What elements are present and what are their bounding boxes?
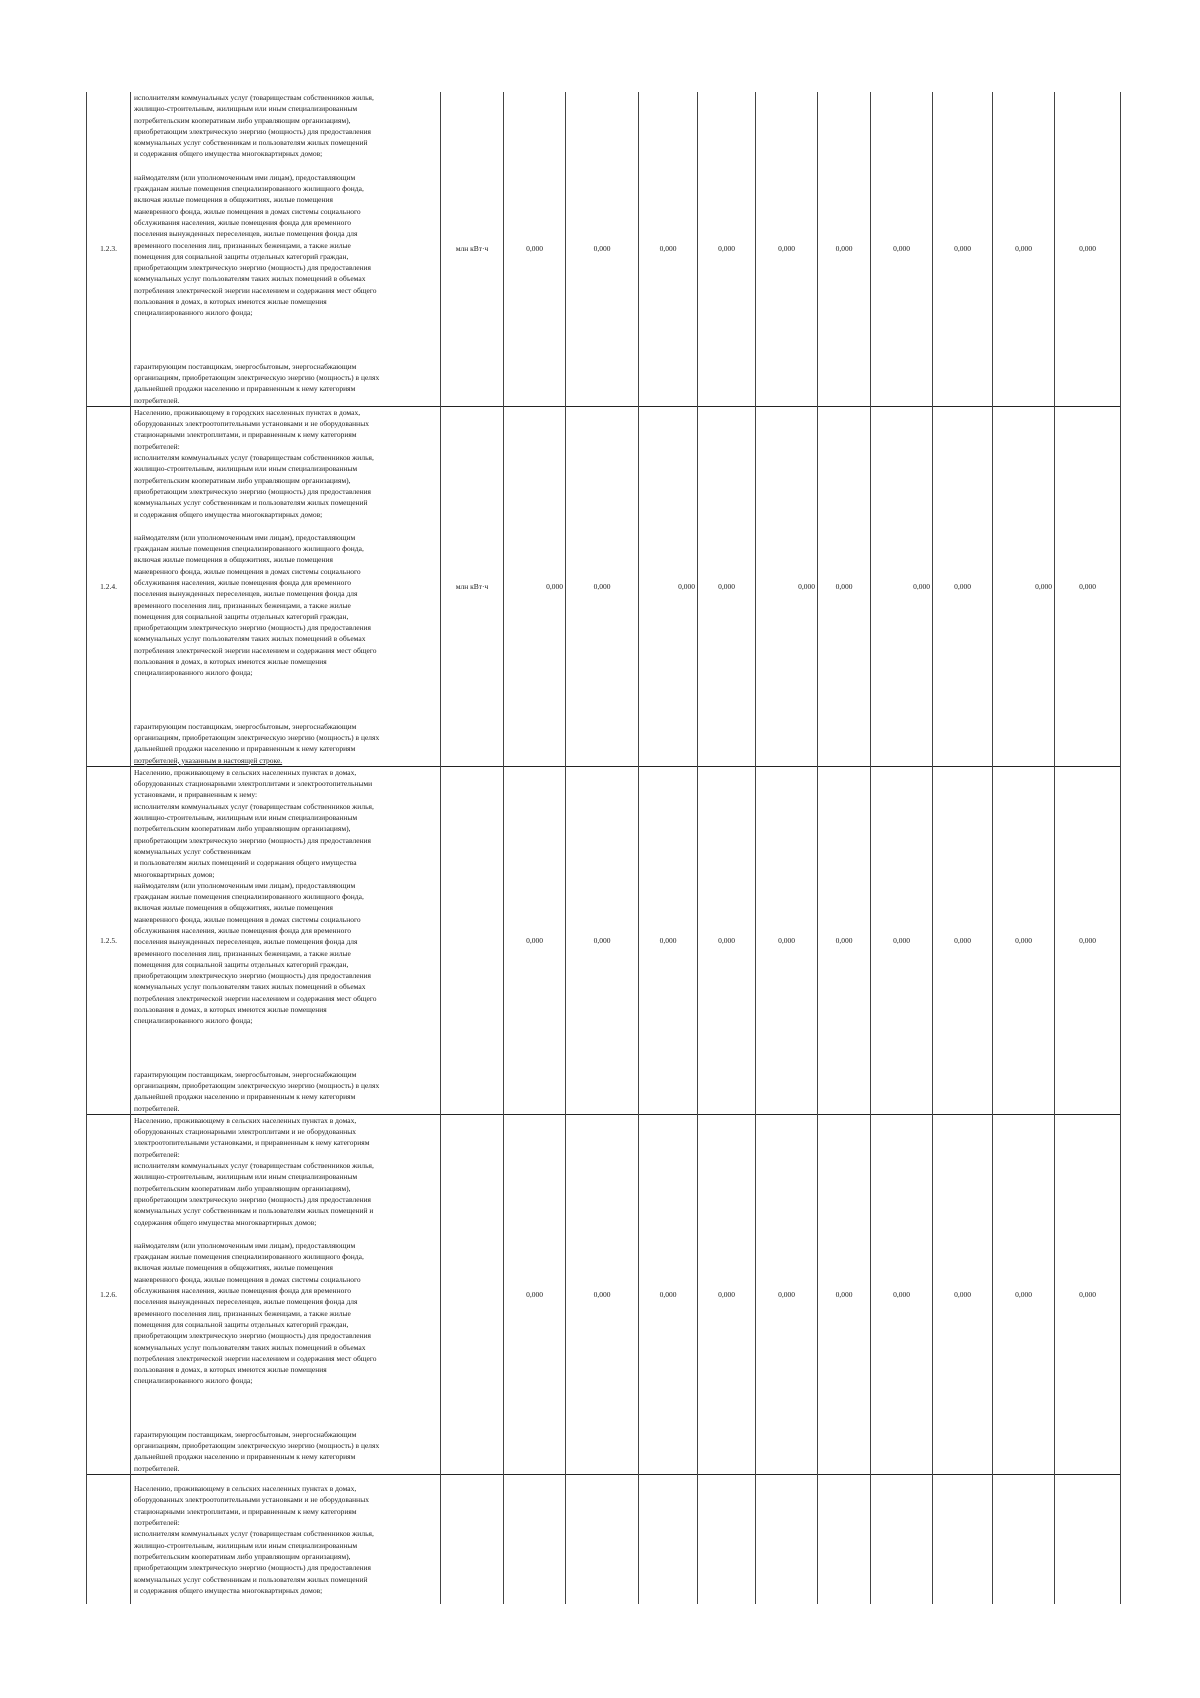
row-number: 1.2.5. <box>87 766 131 1114</box>
value-cell: 0,000 <box>698 1114 756 1474</box>
desc-paragraph: исполнителям коммунальных услуг (товариществам собственников жилья, жилищно-строительным, жилищным или иным специализированным потребительским кооперативам либо управляющим организациям), приобретающим электрическую энергию (мощность) для предоставления коммунальных услуг собственникам и пользователям жилых помещений и содержания общего имущества многоквартирных домов; <box>134 453 374 519</box>
value-cell: 0,000 <box>639 1114 698 1474</box>
desc-paragraph: гарантирующим поставщикам, энергосбытовым, энергоснабжающим организациям, приобретающим электрическую энергию (мощность) в целях дальнейшей продажи населению и приравненным к нему категориям потребителей. <box>134 361 380 405</box>
value-cell: 0,000 <box>1055 1114 1121 1474</box>
value-cell <box>639 1474 698 1604</box>
desc-paragraph: наймодателям (или уполномоченным ими лицам), предоставляющим гражданам жилые помещения специализированного жилищного фонда, включая жилые помещения в общежитиях, жилые помещения маневренного фонда, жилые помещения в домах системы социального обслуживания населения, жилые помещения фонда для временного поселения вынужденных переселенцев, жилые помещения фонда для временного поселения лиц, признанных беженцами, а также жилые помещения для социальной защиты отдельных категорий граждан, приобретающим электрическую энергию (мощность) для предоставления коммунальных услуг пользователям таких жилых помещений в объемах потребления электрической энергии населением и содержания мест общего пользования в домах, в которых имеются жилые помещения специализированного жилого фонда; <box>134 532 377 678</box>
value-cell: 0,000 <box>698 406 756 766</box>
value-cell: 0,000 <box>818 766 871 1114</box>
value-cell <box>933 1474 993 1604</box>
value-cell <box>871 1474 933 1604</box>
table-row <box>87 406 1121 766</box>
tariff-table <box>86 92 1121 1604</box>
desc-paragraph: наймодателям (или уполномоченным ими лицам), предоставляющим гражданам жилые помещения специализированного жилищного фонда, включая жилые помещения в общежитиях, жилые помещения маневренного фонда, жилые помещения в домах системы социального обслуживания населения, жилые помещения фонда для временного поселения вынужденных переселенцев, жилые помещения фонда для временного поселения лиц, признанных беженцами, а также жилые помещения для социальной защиты отдельных категорий граждан, приобретающим электрическую энергию (мощность) для предоставления коммунальных услуг пользователям таких жилых помещений в объемах потребления электрической энергии населением и содержания мест общего пользования в домах, в которых имеются жилые помещения специализированного жилого фонда; <box>134 1240 377 1386</box>
value-cell: 0,000 <box>871 92 933 406</box>
unit-cell <box>441 1474 504 1604</box>
desc-paragraph: гарантирующим поставщикам, энергосбытовым, энергоснабжающим организациям, приобретающим электрическую энергию (мощность) в целях дальнейшей продажи населению и приравненным к нему категориям потребителей. <box>134 1069 380 1113</box>
value-cell: 0,000 <box>993 766 1055 1114</box>
value-cell: 0,000 <box>993 406 1055 766</box>
value-cell: 0,000 <box>933 92 993 406</box>
desc-paragraph: исполнителям коммунальных услуг (товариществам собственников жилья, жилищно-строительным, жилищным или иным специализированным потребительским кооперативам либо управляющим организациям), приобретающим электрическую энергию (мощность) для предоставления коммунальных услуг собственникам и пользователям жилых помещений и содержания общего имущества многоквартирных домов; <box>134 93 374 159</box>
value-cell: 0,000 <box>993 92 1055 406</box>
value-cell: 0,000 <box>933 1114 993 1474</box>
value-cell <box>698 1474 756 1604</box>
value-cell: 0,000 <box>566 92 639 406</box>
value-cell: 0,000 <box>698 92 756 406</box>
unit-cell <box>441 766 504 1114</box>
value-cell <box>993 1474 1055 1604</box>
value-cell: 0,000 <box>993 1114 1055 1474</box>
value-cell: 0,000 <box>1055 406 1121 766</box>
value-cell <box>756 1474 818 1604</box>
row-number: 1.2.3. <box>87 92 131 406</box>
value-cell: 0,000 <box>756 406 818 766</box>
value-cell <box>1055 1474 1121 1604</box>
row-description <box>131 92 441 406</box>
table-row <box>87 92 1121 406</box>
desc-paragraph: исполнителям коммунальных услуг (товариществам собственников жилья, жилищно-строительным, жилищным или иным специализированным потребительским кооперативам либо управляющим организациям), приобретающим электрическую энергию (мощность) для предоставления коммунальных услуг собственникам и пользователям жилых помещений и содержания общего имущества многоквартирных домов; <box>134 801 374 879</box>
row-number: 1.2.6. <box>87 1114 131 1474</box>
value-cell <box>818 1474 871 1604</box>
desc-intro: Населению, проживающему в сельских населенных пунктах в домах, оборудованных стационарными электроплитами и не оборудованных электроотопительными установками, и приравненным к нему категориям потребителей: <box>134 1115 370 1159</box>
desc-intro: Населению, проживающему в сельских населенных пунктах в домах, оборудованных электроотопительными установками и не оборудованных стационарными электроплитами, и приравненным к нему категориям потребителей: <box>134 1484 369 1528</box>
table-row <box>87 1474 1121 1604</box>
value-cell: 0,000 <box>504 406 566 766</box>
value-cell: 0,000 <box>1055 766 1121 1114</box>
desc-paragraph: исполнителям коммунальных услуг (товариществам собственников жилья, жилищно-строительным, жилищным или иным специализированным потребительским кооперативам либо управляющим организациям), приобретающим электрическую энергию (мощность) для предоставления коммунальных услуг собственникам и пользователям жилых помещений и содержания общего имущества многоквартирных домов; <box>134 1161 374 1227</box>
value-cell: 0,000 <box>566 1114 639 1474</box>
value-cell: 0,000 <box>818 92 871 406</box>
row-number <box>87 1474 131 1604</box>
desc-paragraph: наймодателям (или уполномоченным ими лицам), предоставляющим гражданам жилые помещения специализированного жилищного фонда, включая жилые помещения в общежитиях, жилые помещения маневренного фонда, жилые помещения в домах системы социального обслуживания населения, жилые помещения фонда для временного поселения вынужденных переселенцев, жилые помещения фонда для временного поселения лиц, признанных беженцами, а также жилые помещения для социальной защиты отдельных категорий граждан, приобретающим электрическую энергию (мощность) для предоставления коммунальных услуг пользователям таких жилых помещений в объемах потребления электрической энергии населением и содержания мест общего пользования в домах, в которых имеются жилые помещения специализированного жилого фонда; <box>134 880 377 1026</box>
row-description <box>131 1474 441 1604</box>
value-cell: 0,000 <box>639 766 698 1114</box>
value-cell <box>504 1474 566 1604</box>
value-cell: 0,000 <box>756 766 818 1114</box>
row-description <box>131 1114 441 1474</box>
unit-cell <box>441 1114 504 1474</box>
value-cell: 0,000 <box>504 92 566 406</box>
value-cell: 0,000 <box>504 1114 566 1474</box>
value-cell: 0,000 <box>871 766 933 1114</box>
value-cell <box>566 1474 639 1604</box>
value-cell: 0,000 <box>756 1114 818 1474</box>
value-cell: 0,000 <box>639 92 698 406</box>
row-number: 1.2.4. <box>87 406 131 766</box>
row-description <box>131 406 441 766</box>
value-cell: 0,000 <box>566 406 639 766</box>
desc-paragraph <box>134 721 437 766</box>
value-cell: 0,000 <box>933 406 993 766</box>
desc-paragraph: гарантирующим поставщикам, энергосбытовым, энергоснабжающим организациям, приобретающим электрическую энергию (мощность) в целях дальнейшей продажи населению и приравненным к нему категориям потребителей. <box>134 1429 380 1473</box>
value-cell: 0,000 <box>818 1114 871 1474</box>
desc-paragraph: исполнителям коммунальных услуг (товариществам собственников жилья, жилищно-строительным, жилищным или иным специализированным потребительским кооперативам либо управляющим организациям), приобретающим электрическую энергию (мощность) для предоставления коммунальных услуг собственникам и пользователям жилых помещений и содержания общего имущества многоквартирных домов; <box>134 1529 374 1595</box>
value-cell: 0,000 <box>639 406 698 766</box>
unit-cell: млн кВт·ч <box>441 406 504 766</box>
value-cell: 0,000 <box>1055 92 1121 406</box>
value-cell: 0,000 <box>933 766 993 1114</box>
value-cell: 0,000 <box>698 766 756 1114</box>
desc-text: гарантирующим поставщикам, энергосбытовым, энергоснабжающим организациям, приобретающим электрическую энергию (мощность) в целях дальнейшей продажи населению и приравненным к нему категориям <box>134 721 380 754</box>
desc-text-underlined: потребителей, указанным в настоящей строке. <box>134 755 283 765</box>
desc-intro: Населению, проживающему в сельских населенных пунктах в домах, оборудованных стационарными электроплитами и электроотопительными установками, и приравненным к нему: <box>134 767 373 800</box>
value-cell: 0,000 <box>871 406 933 766</box>
value-cell: 0,000 <box>566 766 639 1114</box>
table-row <box>87 766 1121 1114</box>
table-row <box>87 1114 1121 1474</box>
desc-intro: Населению, проживающему в городских населенных пунктах в домах, оборудованных электроотопительными установками и не оборудованных стационарными электроплитами, и приравненным к нему категориям потребителей: <box>134 407 369 451</box>
value-cell: 0,000 <box>818 406 871 766</box>
value-cell: 0,000 <box>756 92 818 406</box>
unit-cell: млн кВт·ч <box>441 92 504 406</box>
value-cell: 0,000 <box>504 766 566 1114</box>
row-description <box>131 766 441 1114</box>
value-cell: 0,000 <box>871 1114 933 1474</box>
desc-paragraph: наймодателям (или уполномоченным ими лицам), предоставляющим гражданам жилые помещения специализированного жилищного фонда, включая жилые помещения в общежитиях, жилые помещения маневренного фонда, жилые помещения в домах системы социального обслуживания населения, жилые помещения фонда для временного поселения вынужденных переселенцев, жилые помещения фонда для временного поселения лиц, признанных беженцами, а также жилые помещения для социальной защиты отдельных категорий граждан, приобретающим электрическую энергию (мощность) для предоставления коммунальных услуг пользователям таких жилых помещений в объемах потребления электрической энергии населением и содержания мест общего пользования в домах, в которых имеются жилые помещения специализированного жилого фонда; <box>134 172 377 318</box>
